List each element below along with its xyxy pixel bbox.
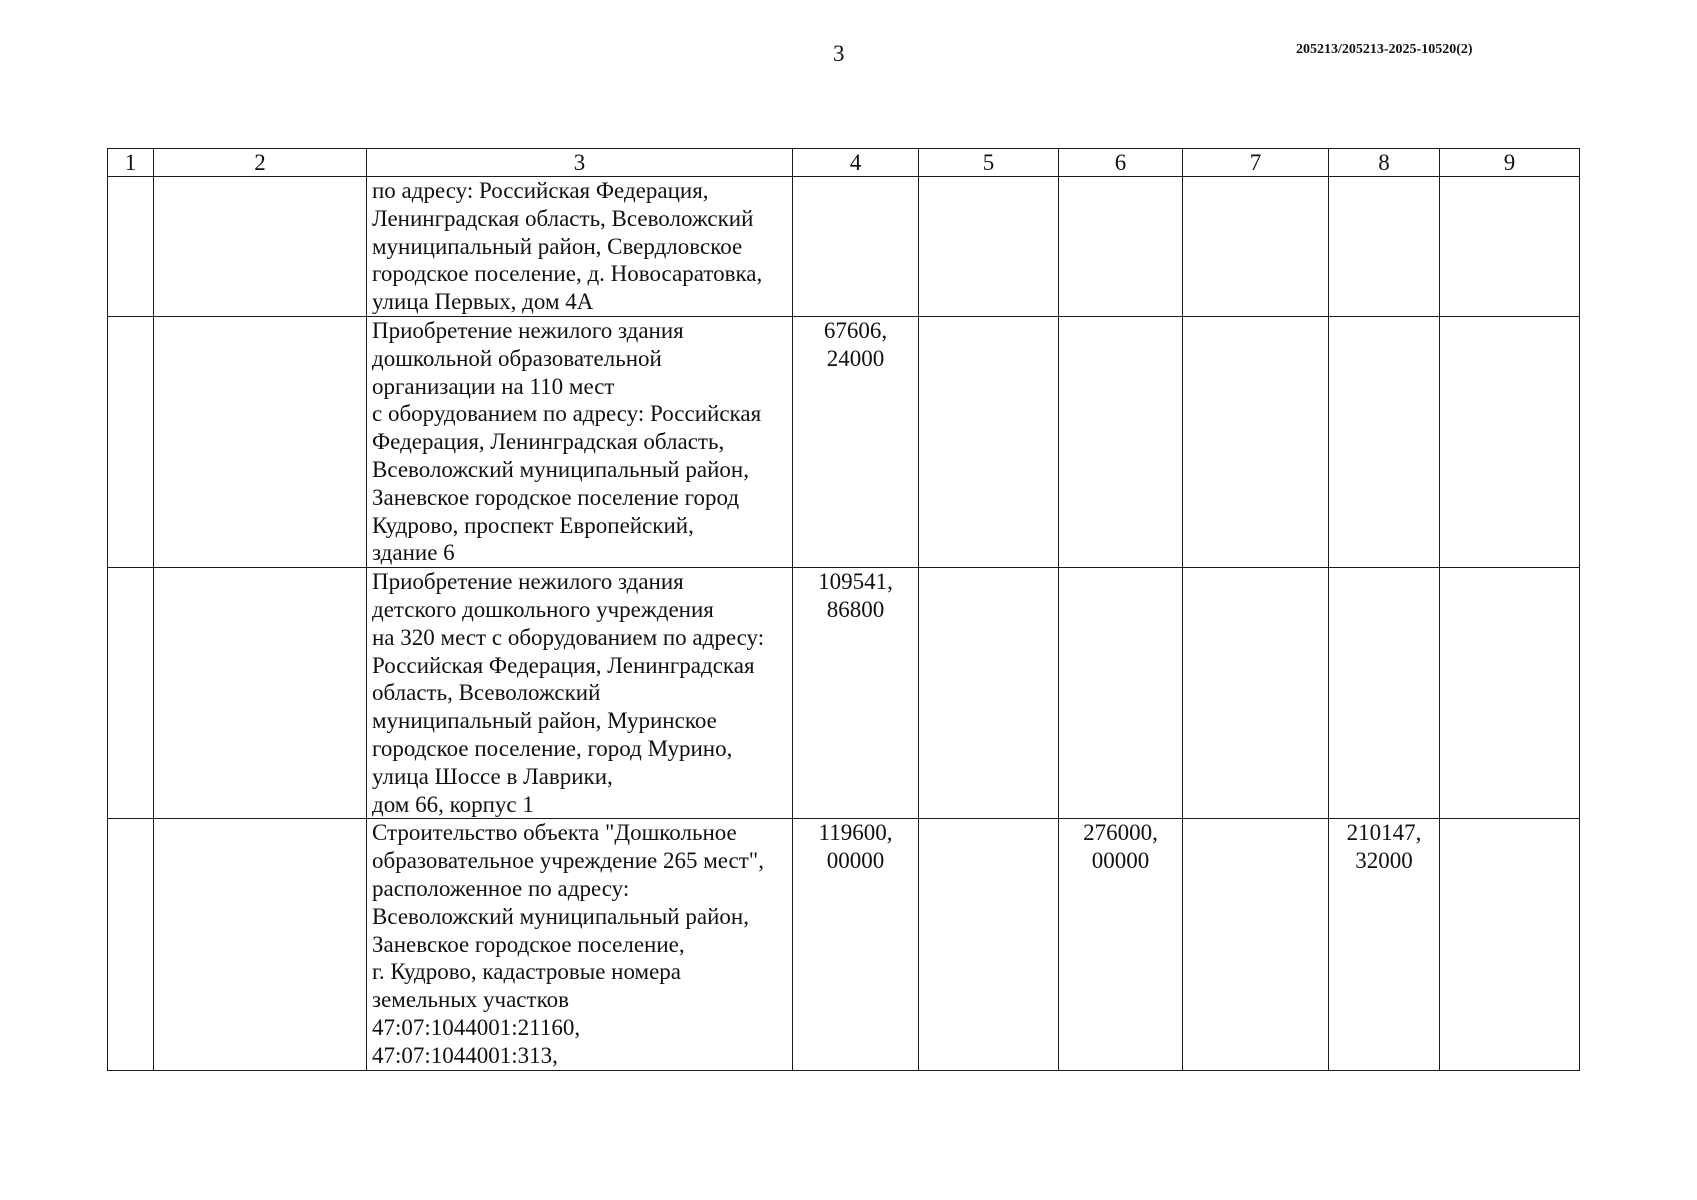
table-row	[108, 317, 1580, 568]
amount-cell	[1183, 568, 1329, 819]
document-id: 205213/205213-2025-10520(2)	[1296, 42, 1473, 57]
amount-cell	[1059, 317, 1183, 568]
column-header: 2	[154, 149, 367, 177]
column-header: 8	[1329, 149, 1440, 177]
table-row	[108, 568, 1580, 819]
amount-cell	[1059, 568, 1183, 819]
amount-cell	[1440, 568, 1580, 819]
amount-cell	[1440, 819, 1580, 1070]
table-cell	[108, 819, 154, 1070]
amount-cell	[793, 177, 919, 317]
object-description: Строительство объекта "Дошкольное образовательное учреждение 265 мест", расположенное по адресу: Всеволожский муниципальный район, Заневское городское поселение, г. Кудрово, кадастровые номера земельных участков 47:07:1044001:21160, 47:07:1044001:313,	[367, 819, 793, 1070]
amount-cell	[1440, 317, 1580, 568]
amount-cell: 210147, 32000	[1329, 819, 1440, 1070]
table-cell	[154, 317, 367, 568]
table-row	[108, 819, 1580, 1070]
amount-cell: 109541, 86800	[793, 568, 919, 819]
amount-cell	[919, 568, 1059, 819]
table-cell	[108, 177, 154, 317]
table-row	[108, 177, 1580, 317]
table-cell	[108, 317, 154, 568]
amount-cell	[1183, 177, 1329, 317]
amount-cell	[919, 317, 1059, 568]
column-header: 4	[793, 149, 919, 177]
page-number: 3	[833, 41, 845, 66]
table-cell	[108, 568, 154, 819]
budget-table	[107, 148, 1580, 1071]
amount-cell	[1329, 317, 1440, 568]
amount-cell	[1440, 177, 1580, 317]
column-header: 5	[919, 149, 1059, 177]
table-cell	[154, 177, 367, 317]
column-header: 1	[108, 149, 154, 177]
table-cell	[154, 819, 367, 1070]
amount-cell	[1183, 317, 1329, 568]
amount-cell	[1329, 568, 1440, 819]
column-header: 6	[1059, 149, 1183, 177]
amount-cell: 119600, 00000	[793, 819, 919, 1070]
amount-cell	[1329, 177, 1440, 317]
column-header: 3	[367, 149, 793, 177]
object-description: по адресу: Российская Федерация, Ленинградская область, Всеволожский муниципальный район, Свердловское городское поселение, д. Новосаратовка, улица Первых, дом 4А	[367, 177, 793, 317]
amount-cell	[1059, 177, 1183, 317]
amount-cell	[1183, 819, 1329, 1070]
amount-cell: 67606, 24000	[793, 317, 919, 568]
column-header: 9	[1440, 149, 1580, 177]
table-cell	[154, 568, 367, 819]
column-header: 7	[1183, 149, 1329, 177]
amount-cell	[919, 177, 1059, 317]
object-description: Приобретение нежилого здания дошкольной образовательной организации на 110 мест с оборудованием по адресу: Российская Федерация, Ленинградская область, Всеволожский муниципальный район, Заневское городское поселение город Кудрово, проспект Европейский, здание 6	[367, 317, 793, 568]
object-description: Приобретение нежилого здания детского дошкольного учреждения на 320 мест с оборудованием по адресу: Российская Федерация, Ленинградская область, Всеволожский муниципальный район, Муринское городское поселение, город Мурино, улица Шоссе в Лаврики, дом 66, корпус 1	[367, 568, 793, 819]
amount-cell: 276000, 00000	[1059, 819, 1183, 1070]
amount-cell	[919, 819, 1059, 1070]
table-header-row	[108, 149, 1580, 177]
